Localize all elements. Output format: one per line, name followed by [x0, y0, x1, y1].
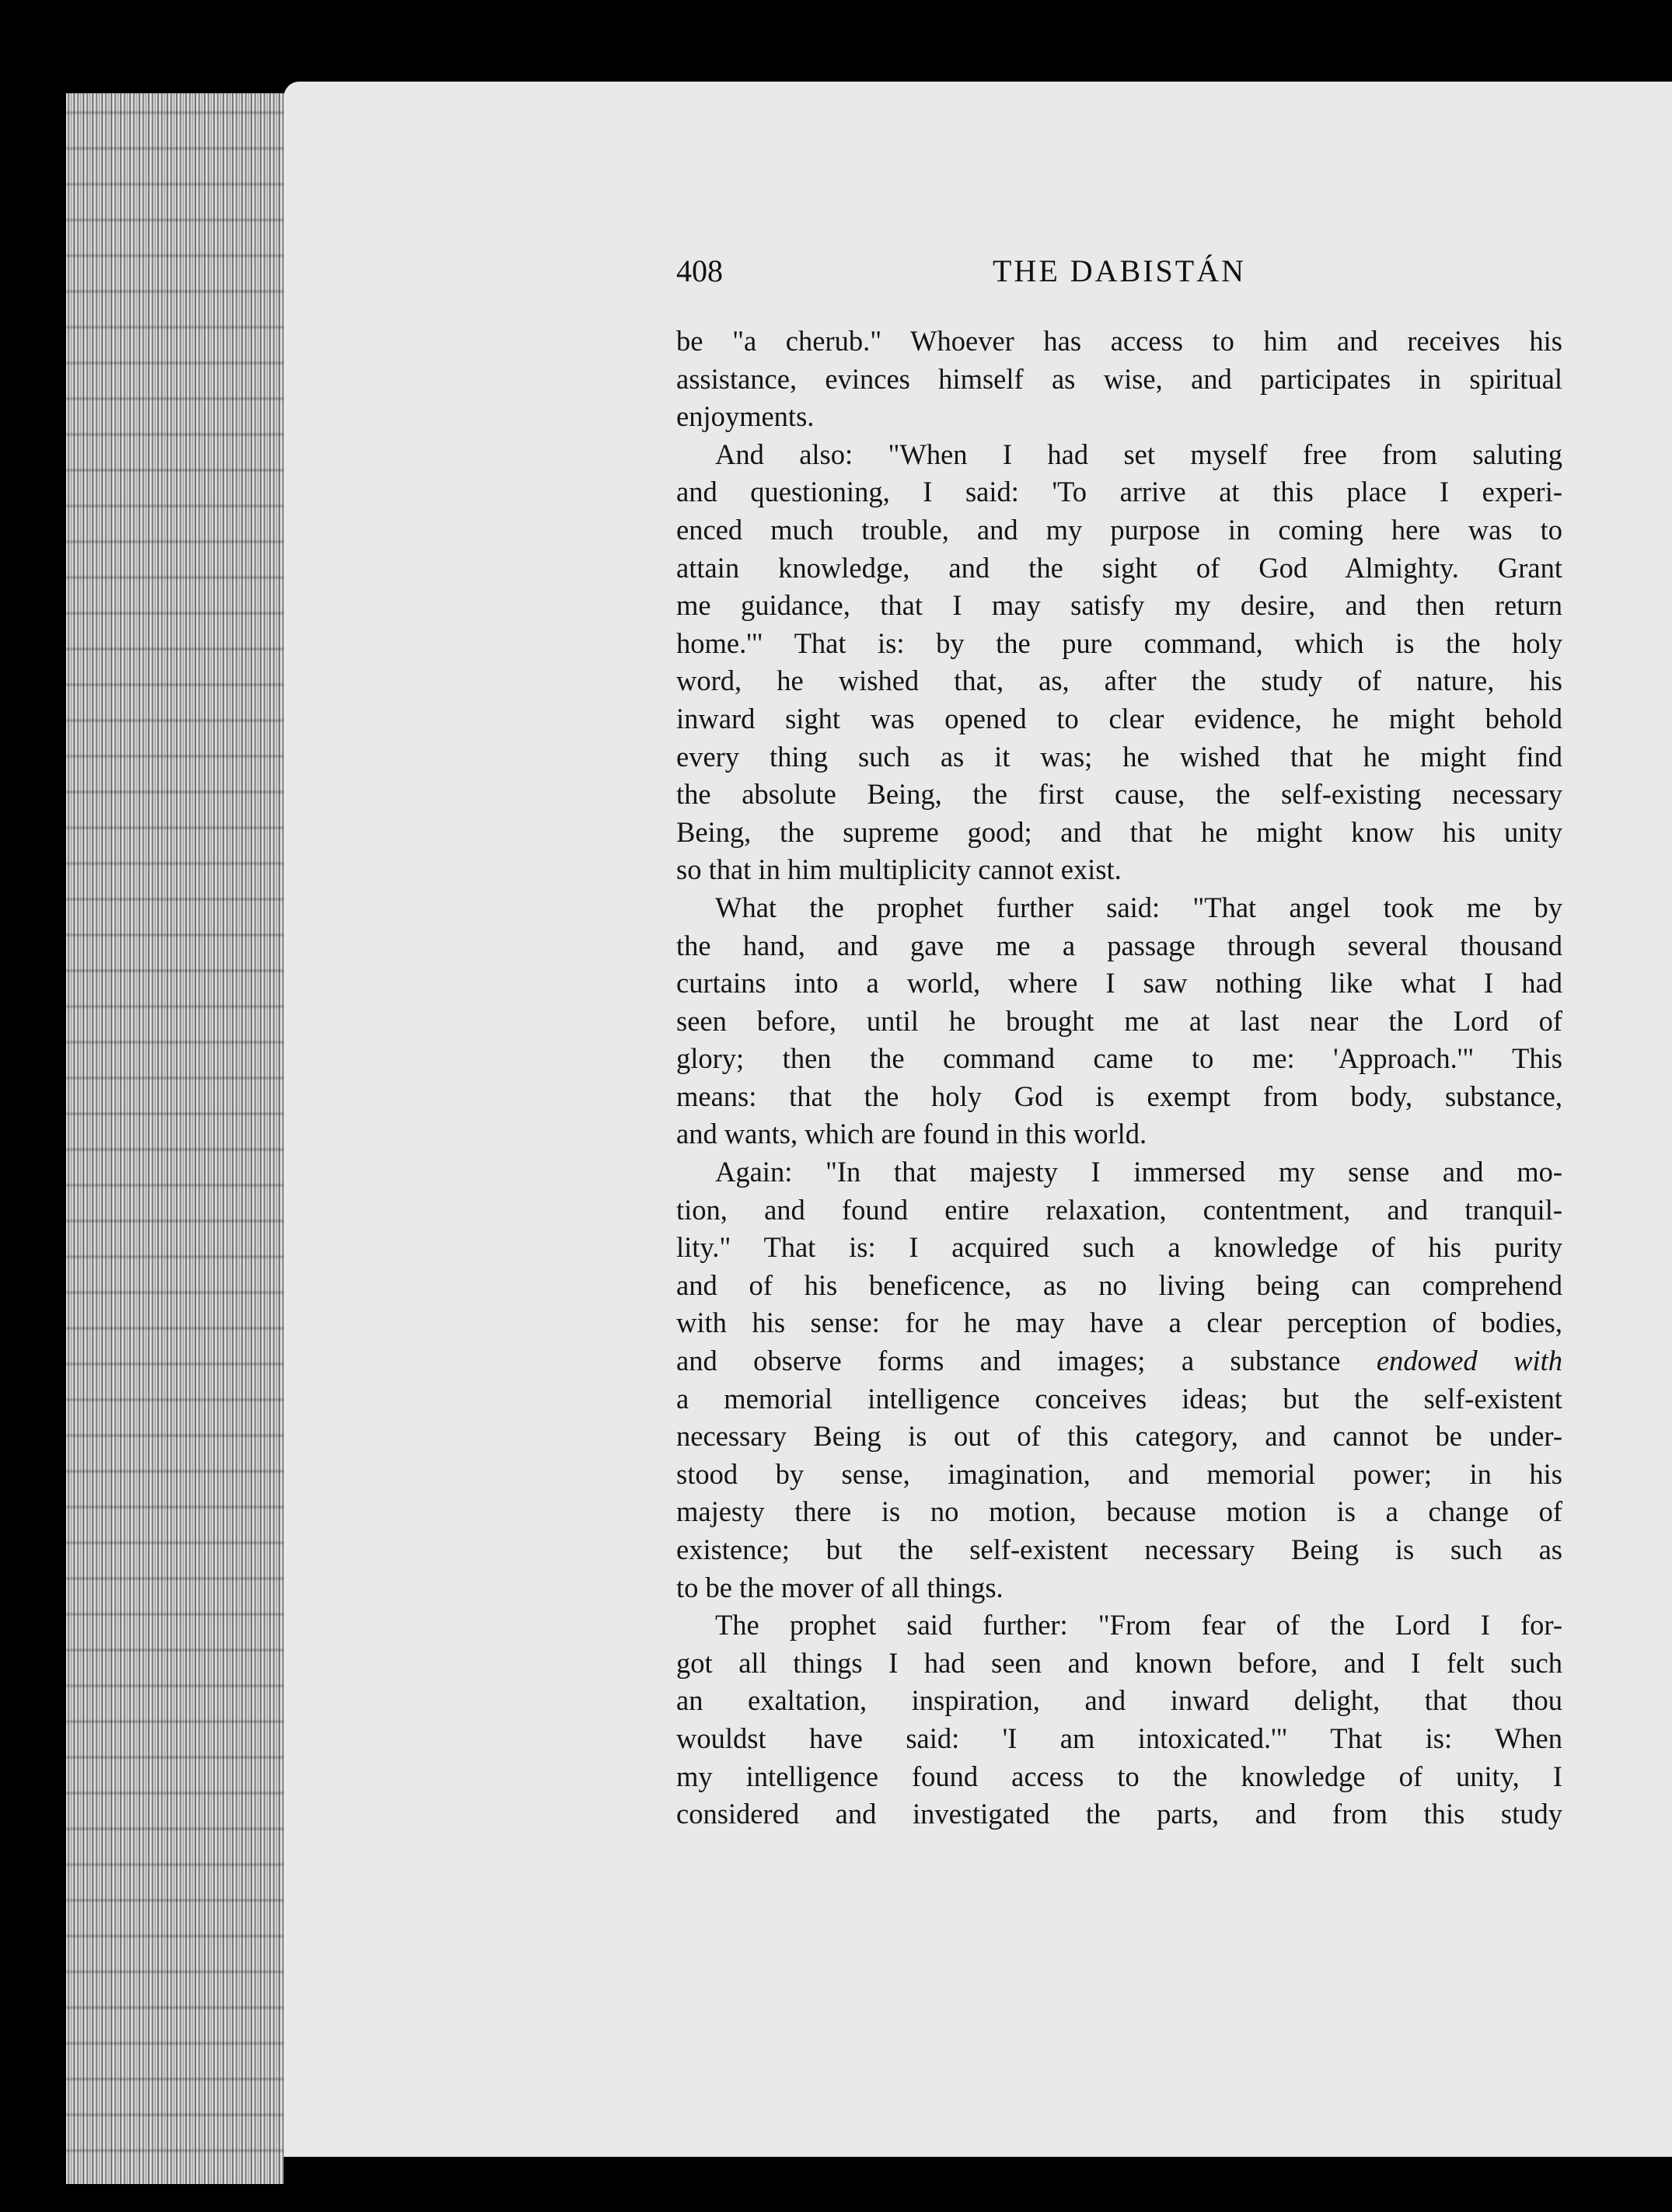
text-line: word, he wished that, as, after the study of nature, his	[676, 665, 1562, 697]
text-line: assistance, evinces himself as wise, and participates in spiritual	[676, 362, 1562, 395]
text-line: be "a cherub." Whoever has access to him and receives his	[676, 325, 1562, 357]
text-line: me guidance, that I may satisfy my desire, and then return	[676, 589, 1562, 622]
text-line: stood by sense, imagination, and memorial power; in his	[676, 1457, 1562, 1490]
text-line: tion, and found entire relaxation, contentment, and tranquil-	[676, 1193, 1562, 1226]
text-line: so that in him multiplicity cannot exist.	[676, 853, 1122, 886]
text-line: and questioning, I said: 'To arrive at this place I experi-	[676, 476, 1562, 508]
text-line: to be the mover of all things.	[676, 1571, 1004, 1603]
text-line: the hand, and gave me a passage through several thousand	[676, 929, 1562, 961]
text-line: and of his beneficence, as no living being can comprehend	[676, 1268, 1562, 1301]
bottom-shadow	[284, 2157, 1672, 2212]
text-line: Again: "In that majesty I immersed my sense and mo-	[715, 1156, 1562, 1188]
text-line: glory; then the command came to me: 'Approach.'" This	[676, 1042, 1562, 1075]
text-line: enjoyments.	[676, 400, 815, 433]
text-line: enced much trouble, and my purpose in coming here was to	[676, 513, 1562, 546]
text-line: an exaltation, inspiration, and inward delight, that thou	[676, 1684, 1562, 1717]
text-line: necessary Being is out of this category, and cannot be under-	[676, 1420, 1562, 1453]
text-line: means: that the holy God is exempt from body, substance,	[676, 1080, 1562, 1112]
text-line: Being, the supreme good; and that he might know his unity	[676, 815, 1562, 848]
text-line: and wants, which are found in this world.	[676, 1118, 1147, 1150]
text-line: considered and investigated the parts, and from this study	[676, 1798, 1562, 1830]
text-line: inward sight was opened to clear evidence, he might behold	[676, 702, 1562, 734]
body-text	[676, 323, 1562, 1833]
text-line: majesty there is no motion, because motion is a change of	[676, 1495, 1562, 1528]
text-line: existence; but the self-existent necessary Being is such as	[676, 1533, 1562, 1565]
italic-phrase: endowed with	[1376, 1345, 1563, 1377]
text-line: my intelligence found access to the knowledge of unity, I	[676, 1760, 1562, 1792]
text-line: every thing such as it was; he wished that he might find	[676, 740, 1562, 773]
text-line: The prophet said further: "From fear of the Lord I for-	[715, 1609, 1562, 1642]
text-line: And also: "When I had set myself free from saluting	[715, 438, 1562, 470]
page-header	[676, 253, 1562, 299]
text-line: got all things I had seen and known before, and I felt such	[676, 1646, 1562, 1679]
text-line: wouldst have said: 'I am intoxicated.'" That is: When	[676, 1722, 1562, 1754]
text-line: attain knowledge, and the sight of God Almighty. Grant	[676, 551, 1562, 584]
text-line: home.'" That is: by the pure command, which is the holy	[676, 626, 1562, 659]
text-line: with his sense: for he may have a clear perception of bodies,	[676, 1307, 1562, 1339]
text-line: seen before, until he brought me at last near the Lord of	[676, 1004, 1562, 1037]
book-page-edges	[66, 93, 307, 2184]
page-number: 408	[676, 253, 723, 288]
text-line: the absolute Being, the first cause, the self-existing necessary	[676, 778, 1562, 811]
text-line: What the prophet further said: "That angel took me by	[715, 891, 1562, 923]
text-line: a memorial intelligence conceives ideas; but the self-existent	[676, 1382, 1562, 1415]
text-line: and observe forms and images; a substance endowed with	[676, 1345, 1563, 1377]
text-line: curtains into a world, where I saw nothing like what I had	[676, 967, 1562, 1000]
text-line: lity." That is: I acquired such a knowledge of his purity	[676, 1231, 1562, 1264]
running-title: THE DABISTÁN	[993, 253, 1246, 288]
